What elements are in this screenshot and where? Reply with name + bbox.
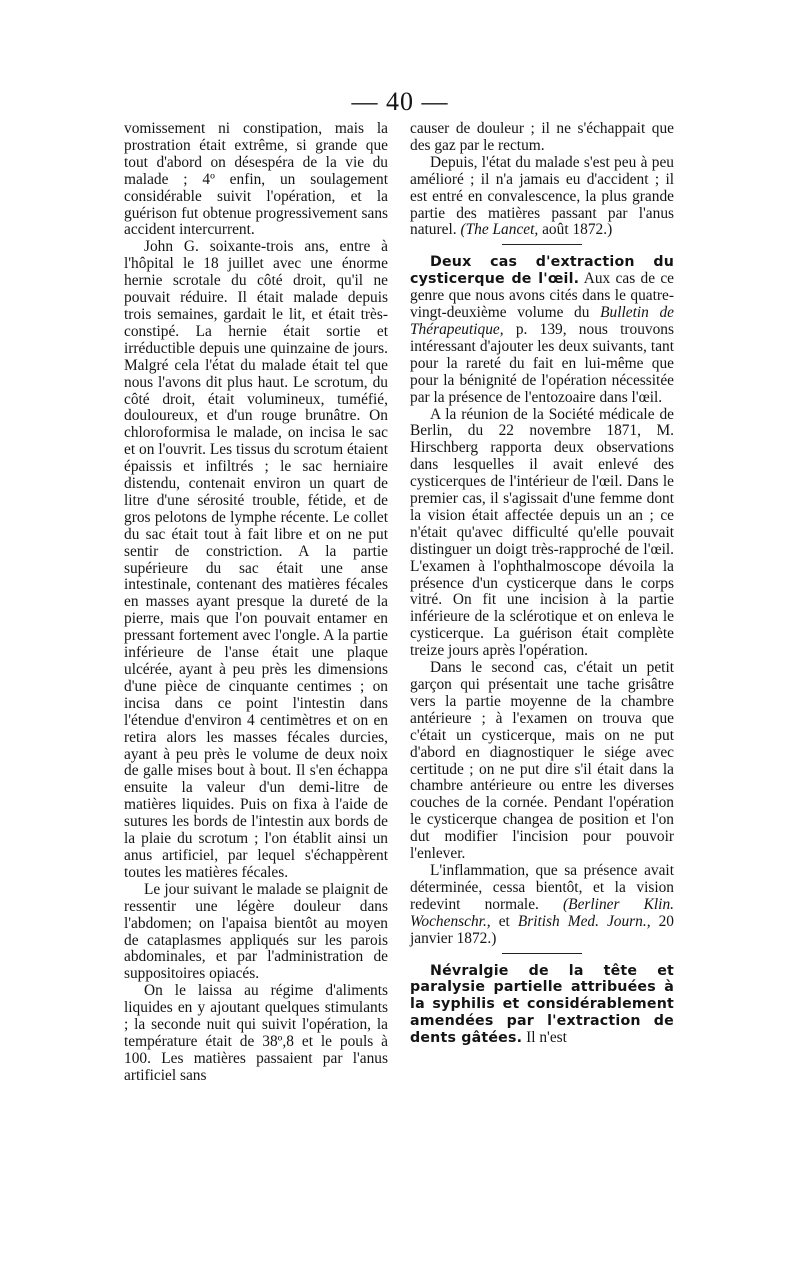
paragraph: L'inflammation, que sa présence avait déterminée, cessa bientôt, et la vision redevint normale. (Berliner Klin. Wochenschr., et British Med. Journ., 20 janvier 1872.) [410,861,674,947]
paragraph: Le jour suivant le malade se plaignit de ressentir une légère douleur dans l'abdomen; on l'apaisa bientôt au moyen de cataplasmes appliqués sur les parois abdominales, et par l'administration de suppositoires opiacés. [124,880,388,983]
paragraph: Depuis, l'état du malade s'est peu à peu amélioré ; il n'a jamais eu d'accident ; il est entré en convalescence, la plus grande partie des matières passant par l'anus naturel. (The Lancet, août 1872.) [410,153,674,239]
journal-title: Bulletin de Thérapeutique, [410,304,674,338]
paragraph: vomissement ni constipation, mais la prostration était extrême, si grande que tout d'abord on désespéra de la vie du malade ; 4º enfin, un soulagement considérable suivit l'opération, et la guérison fut obtenue progressivement sans accident intercurrent. [124,120,388,239]
right-column [410,121,674,1047]
paragraph: causer de douleur ; il ne s'échappait que des gaz par le rectum. [410,120,674,154]
paragraph: John G. soixante-trois ans, entre à l'hôpital le 18 juillet avec une énorme hernie scrotale du côté droit, qu'il ne pouvait réduire. Il était malade depuis trois semaines, gardait le lit, et était très-constipé. La hernie était sortie et irréductible depuis une quinzaine de jours. Malgré cela l'état du malade était tel que nous l'avons dit plus haut. Le scrotum, du côté droit, était volumineux, tuméfié, douloureux, et d'un rouge brunâtre. On chloroformisa le malade, on incisa le sac et on l'ouvrit. Les tissus du scrotum étaient épaissis et infiltrés ; le sac herniaire distendu, contenait environ un quart de litre d'une sérosité trouble, fétide, et de gros pelotons de lymphe récente. Le collet du sac était tout à fait libre et on ne put sentir de constriction. A la partie supérieure du sac était une anse intestinale, contenant des matières fécales en masses ayant presque la dureté de la pierre, mais que l'on pouvait entamer en pressant fortement avec l'ongle. A la partie inférieure de l'anse était une plaque ulcérée, ayant à peu près les dimensions d'une pièce de cinquante centimes ; on incisa dans ce point l'intestin dans l'étendue d'environ 4 centimètres et on en retira alors les masses fécales durcies, ayant à peu près le volume de deux noix de galle mises bout à bout. Il s'en échappa ensuite la valeur d'un demi-litre de matières liquides. Puis on fixa à l'aide de sutures les bords de l'intestin aux bords de la plaie du scrotum ; l'on établit ainsi un anus artificiel, par lequel s'échappèrent toutes les matières fécales. [124,238,388,881]
citation: British Med. Journ., [517,912,651,930]
section-divider [502,244,582,245]
article-heading: Deux cas d'extraction du cysticerque de l'œil. [410,254,674,288]
page-number: — 40 — [351,87,449,116]
article-heading: Névralgie de la tête et paralysie partielle attribuées à la syphilis et considérablement amendées par l'extraction de dents gâtées. [410,962,674,1047]
citation: (The Lancet, [460,221,539,239]
paragraph: A la réunion de la Société médicale de Berlin, du 22 novembre 1871, M. Hirschberg rapporta deux observations dans lesquelles il avait enlevé des cysticerques de l'intérieur de l'œil. Dans le premier cas, il s'agissait d'une femme dont la vision était affectée depuis un an ; ce n'était qu'avec difficulté qu'elle pouvait distinguer un doigt très-rapproché de l'œil. L'examen à l'ophthalmoscope dévoila la présence d'un cysticerque dans le corps vitré. On fit une incision à la partie inférieure de la sclérotique et on enleva le cysticerque. La guérison était complète treize jours après l'opération. [410,405,674,660]
citation: (Berliner Klin. Wochenschr., [410,895,674,930]
left-column [124,121,388,1085]
paragraph: On le laissa au régime d'aliments liquides en y ajoutant quelques stimulants ; la seconde nuit qui suivit l'opération, la température était de 38º,8 et le pouls à 100. Les matières passaient par l'anus artificiel sans [124,982,388,1084]
paragraph: Névralgie de la tête et paralysie partielle attribuées à la syphilis et considérablement amendées par l'extraction de dents gâtées. Il n'est [410,962,674,1047]
paragraph: Deux cas d'extraction du cysticerque de l'œil. Aux cas de ce genre que nous avons cités dans le quatre-vingt-deuxième volume du Bulletin de Thérapeutique, p. 139, nous trouvons intéressant d'ajouter les deux suivants, tant pour la rareté du fait en lui-même que pour la bénignité de l'opération nécessitée par la présence de l'entozoaire dans l'œil. [410,254,675,406]
paragraph: Dans le second cas, c'était un petit garçon qui présentait une tache grisâtre vers la partie moyenne de la chambre antérieure ; à l'examen on trouva que c'était un cysticerque, mais on ne put d'abord en diagnostiquer le siége avec certitude ; on ne put dire s'il était dans la chambre antérieure ou entre les diverses couches de la cornée. Pendant l'opération le cysticerque changea de position et l'on dut modifier l'incision pour pouvoir l'enlever. [410,659,674,863]
section-divider [502,953,582,954]
